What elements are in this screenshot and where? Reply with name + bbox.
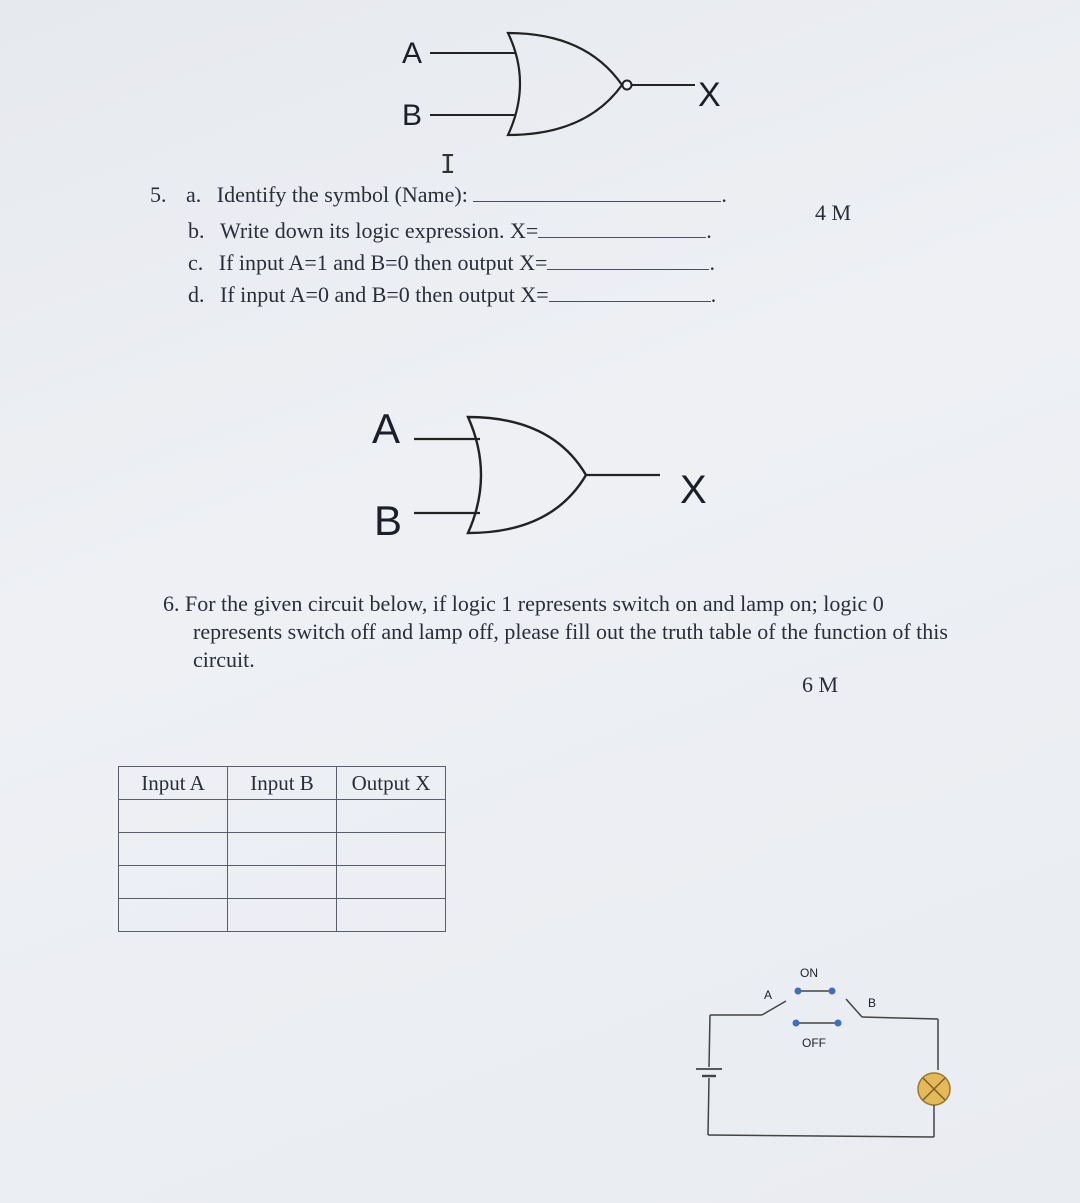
circuit-wire-bottom (708, 1135, 934, 1137)
gate1-body (508, 33, 622, 135)
switch-on-label: ON (800, 966, 818, 980)
switch-lamp-circuit (690, 955, 970, 1155)
switch-a-label: A (764, 988, 773, 1002)
gate2-body (468, 417, 586, 533)
on-contact-left (795, 988, 802, 995)
question-5 (150, 178, 770, 318)
question-5b-letter: b. (188, 218, 205, 243)
text-cursor-icon: I (440, 150, 456, 180)
gate2-output-label: X (680, 468, 707, 512)
question-5d-answer-blank[interactable] (549, 283, 711, 302)
question-5d-end: . (710, 282, 717, 307)
circuit-wire-top-right (862, 1017, 938, 1019)
question-5d-text: If input A=0 and B=0 then output X= (220, 282, 549, 307)
gate1-input-a-label: A (402, 37, 423, 70)
table-cell[interactable] (119, 800, 228, 833)
question-5c-letter: c. (188, 250, 204, 275)
table-cell[interactable] (228, 800, 337, 833)
question-5a-end: . (721, 182, 727, 207)
question-5b-text: Write down its logic expression. X= (220, 218, 539, 243)
question-6-text: For the given circuit below, if logic 1 represents switch on and lamp on; logic 0 represents switch off and lamp off, please fill out the truth table of the function of this circuit. (185, 591, 948, 672)
question-5c-text: If input A=1 and B=0 then output X= (218, 250, 548, 275)
question-5c-answer-blank[interactable] (547, 251, 709, 270)
table-cell[interactable] (119, 866, 228, 899)
table-cell[interactable] (337, 800, 446, 833)
table-row (119, 833, 446, 866)
question-5c (188, 246, 715, 279)
question-5a-text: Identify the symbol (Name): (216, 182, 468, 207)
question-5b-answer-blank[interactable] (538, 219, 706, 238)
on-contact-right (829, 988, 836, 995)
circuit-wire-left-lower (708, 1078, 709, 1135)
question-5d-letter: d. (188, 282, 205, 307)
question-6-marks: 6 M (802, 672, 839, 697)
truth-table-header-row (119, 767, 446, 800)
table-cell[interactable] (337, 899, 446, 932)
question-5c-end: . (709, 250, 715, 275)
header-input-a: Input A (119, 767, 228, 800)
header-input-b: Input B (228, 767, 337, 800)
gate1-inversion-bubble (623, 81, 632, 90)
truth-table (118, 766, 446, 932)
question-5a-answer-blank[interactable] (473, 183, 721, 202)
switch-b-label: B (868, 996, 877, 1010)
gate2-input-b-label: B (374, 497, 403, 544)
circuit-wire-left-upper (709, 1015, 710, 1067)
gate1-input-b-label: B (402, 99, 423, 132)
question-5b-end: . (706, 218, 712, 243)
table-cell[interactable] (228, 866, 337, 899)
header-output-x: Output X (337, 767, 446, 800)
off-contact-right (835, 1020, 842, 1027)
off-contact-left (793, 1020, 800, 1027)
table-cell[interactable] (337, 833, 446, 866)
switch-off-label: OFF (802, 1036, 826, 1050)
table-row (119, 899, 446, 932)
gate1-output-label: X (698, 76, 721, 114)
question-5a-letter: a. (186, 182, 202, 207)
table-row (119, 866, 446, 899)
table-cell[interactable] (337, 866, 446, 899)
table-cell[interactable] (228, 899, 337, 932)
nor-gate-symbol (390, 25, 750, 150)
question-6 (163, 590, 953, 674)
question-5-marks: 4 M (815, 200, 852, 225)
gate2-input-a-label: A (372, 405, 401, 452)
switch-b-lever (846, 999, 862, 1017)
question-5a (186, 178, 727, 211)
table-row (119, 800, 446, 833)
question-5-number: 5. (150, 182, 167, 207)
question-6-number: 6. (163, 591, 180, 616)
table-cell[interactable] (119, 899, 228, 932)
switch-a-lever (762, 1001, 786, 1015)
table-cell[interactable] (119, 833, 228, 866)
question-6-text-block (163, 590, 953, 674)
or-gate-symbol (368, 395, 728, 545)
question-5b (188, 214, 712, 247)
question-5d (188, 278, 716, 311)
table-cell[interactable] (228, 833, 337, 866)
